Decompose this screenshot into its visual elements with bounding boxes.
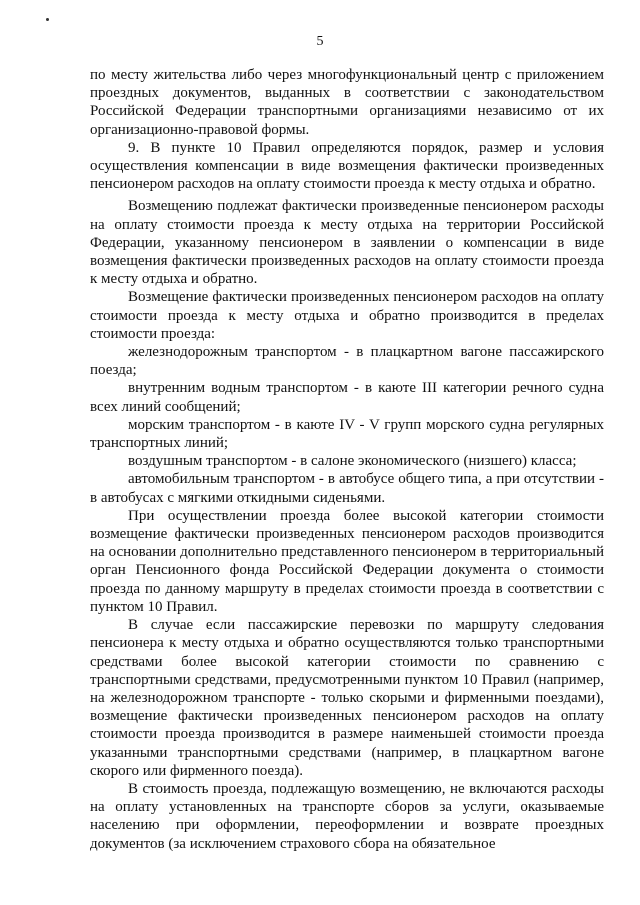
scan-speck — [46, 18, 49, 21]
paragraph: Возмещение фактически произведенных пенсионером расходов на оплату стоимости проезда к месту отдыха и обратно производится в пределах стоимости проезда: — [90, 289, 604, 342]
list-item: воздушным транспортом - в салоне экономического (низшего) класса; — [128, 453, 577, 470]
list-item: железнодорожным транспортом - в плацкартном вагоне пассажирского поезда; — [90, 344, 604, 379]
paragraph: Возмещению подлежат фактически произведенные пенсионером расходы на оплату стоимости проезда к месту отдыха на территории Российской Федерации, указанному пенсионером в заявлении о компенсации в виде возмещения фактически произведенных расходов на оплату стоимости проезда к месту отдыха и обратно. — [90, 198, 604, 288]
list-item: морским транспортом - в каюте IV - V групп морского судна регулярных транспортных линий; — [90, 416, 604, 452]
paragraph: В случае если пассажирские перевозки по маршруту следования пенсионера к месту отдыха и обратно осуществляются только транспортными средствами более высокой категории стоимости по сравнению с транспортными средствами, предусмотренными пунктом 10 Правил (например, на железнодорожном транспорте - только скорыми и фирменными поездами), возмещение фактически произведенных пенсионером расходов на оплату стоимости проезда производится в размере наименьшей стоимости проезда указанными транспортными средствами (например, в плацкартном вагоне скорого или фирменного поезда). — [90, 617, 604, 779]
paragraph: по месту жительства либо через многофункциональный центр с приложением проездных документов, выданных в соответствии с законодательством Российской Федерации транспортными организациями независимо от их организационно-правовой формы. — [90, 67, 604, 138]
list-item: внутренним водным транспортом - в каюте III категории речного судна всех линий сообщений; — [90, 380, 604, 415]
page-number: 5 — [316, 34, 324, 49]
body-text — [90, 66, 604, 853]
paragraph: В стоимость проезда, подлежащую возмещению, не включаются расходы на оплату установленных на транспорте сборов за услуги, оказываемые населению при оформлении, переоформлении и возврате проездных документов (за исключением страхового сбора на обязательное — [90, 780, 604, 852]
list-item: автомобильным транспортом - в автобусе общего типа, а при отсутствии - в автобусах с мягкими откидными сиденьями. — [90, 471, 604, 506]
paragraph: При осуществлении проезда более высокой категории стоимости возмещение фактически произведенных пенсионером расходов производится на основании дополнительно представленного пенсионером в территориальный орган Пенсионного фонда Российской Федерации документа о стоимости проезда по данному маршруту в пределах стоимости проезда в соответствии с пунктом 10 Правил. — [90, 507, 604, 615]
paragraph: 9. В пункте 10 Правил определяются порядок, размер и условия осуществления компенсации в виде возмещения фактически произведенных пенсионером расходов на оплату стоимости проезда к месту отдыха и обратно. — [90, 139, 604, 193]
